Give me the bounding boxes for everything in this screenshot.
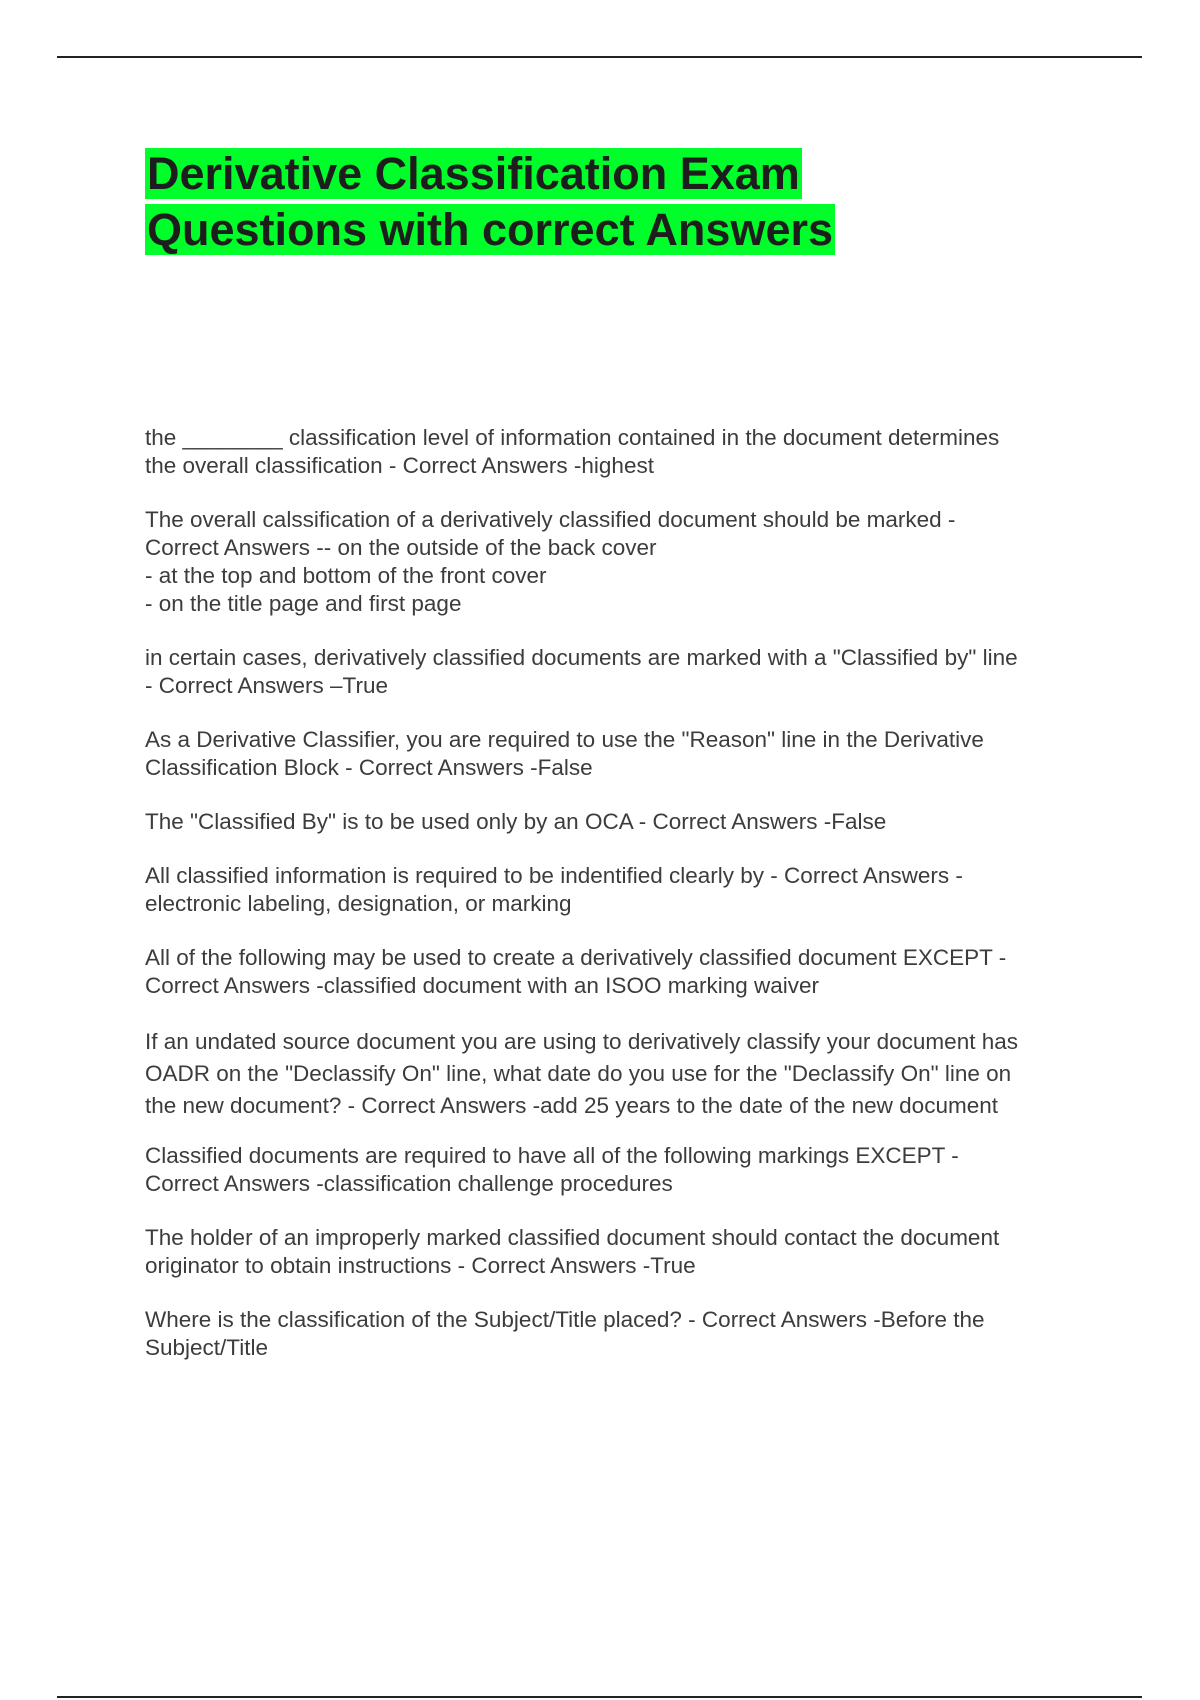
qa-item: Classified documents are required to have all of the following markings EXCEPT - Correct Answers -classification challenge procedures [145, 1143, 959, 1196]
qa-item: in certain cases, derivatively classified documents are marked with a "Classified by" line - Correct Answers –True [145, 645, 1018, 698]
qa-list [145, 424, 1095, 1388]
header-rule [57, 56, 1142, 58]
qa-item: All classified information is required to be indentified clearly by - Correct Answers - electronic labeling, designation, or marking [145, 863, 963, 916]
qa-item: The "Classified By" is to be used only by an OCA - Correct Answers -False [145, 809, 887, 834]
document-title [145, 146, 835, 258]
title-line-1: Derivative Classification Exam [147, 148, 800, 199]
qa-item: The overall calssification of a derivatively classified document should be marked - Correct Answers -- on the outside of the back cover - at the top and bottom of the front cover - on the title page and first page [145, 507, 956, 616]
qa-item: Where is the classification of the Subject/Title placed? - Correct Answers -Before the Subject/Title [145, 1307, 985, 1360]
qa-item: All of the following may be used to create a derivatively classified document EXCEPT - Correct Answers -classified document with an ISOO marking waiver [145, 945, 1007, 998]
title-line-2: Questions with correct Answers [147, 204, 834, 255]
footer-rule [57, 1696, 1142, 1698]
qa-item: As a Derivative Classifier, you are required to use the "Reason" line in the Derivative Classification Block - Correct Answers -False [145, 727, 984, 780]
qa-item: The holder of an improperly marked classified document should contact the document originator to obtain instructions - Correct Answers -True [145, 1225, 1000, 1278]
qa-item: the ________ classification level of information contained in the document determines the overall classification - Correct Answers -highest [145, 425, 1000, 478]
qa-item: If an undated source document you are using to derivatively classify your document has OADR on the "Declassify On" line, what date do you use for the "Declassify On" line on the new document? - Correct Answers -add 25 years to the date of the new document [145, 1029, 1018, 1118]
